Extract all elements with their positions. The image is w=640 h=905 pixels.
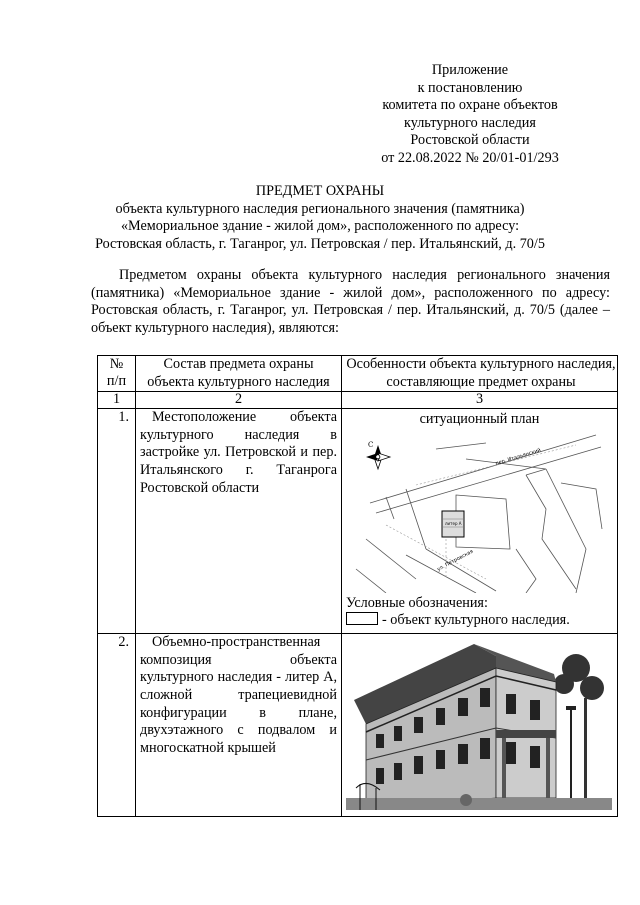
row-number: 2.: [98, 634, 136, 817]
appendix-line: Приложение: [431, 62, 509, 78]
title-line: «Мемориальное здание - жилой дом», расположенного по адресу:: [120, 218, 520, 235]
building-photo: [346, 638, 612, 810]
intro-paragraph: Предметом охраны объекта культурного наследия регионального значения (памятника) «Мемориальное здание - жилой дом», расположенного по адресу: Ростовская область, г. Таганрог, ул. Петровская / пер. Итальянский, д. 70/5 (далее – объект культурного наследия), являются:: [91, 267, 610, 336]
document-title: [0, 183, 640, 253]
situation-plan-cell: [342, 409, 618, 634]
column-number: 3: [342, 392, 618, 409]
header-composition: Состав предмета охраны объекта культурного наследия: [136, 356, 342, 392]
legend-item: - объект культурного наследия.: [346, 612, 613, 630]
row-description: Объемно-пространственная композиция объекта культурного наследия - литер А, сложной трапециевидной конфигурации в плане, двухэтажного с подвалом и многоскатной крышей: [136, 634, 342, 817]
column-number-row: [98, 392, 618, 409]
table-row: [98, 634, 618, 817]
street-label: ул. Петровская: [436, 548, 475, 573]
row-number: 1.: [98, 409, 136, 634]
legend-title: Условные обозначения:: [346, 594, 488, 611]
north-label: С: [368, 440, 374, 449]
building-photo-cell: [342, 634, 618, 817]
plan-title: ситуационный план: [419, 411, 540, 428]
object-label: литер А: [445, 520, 462, 526]
appendix-line: Ростовской области: [410, 132, 530, 149]
appendix-line: комитета по охране объектов: [382, 97, 558, 114]
street-label: пер. Итальянский: [494, 447, 542, 467]
title-line: объекта культурного наследия регионального значения (памятника): [115, 200, 525, 217]
appendix-line: от 22.08.2022 № 20/01-01/293: [381, 149, 559, 166]
legend-box-icon: [346, 612, 378, 625]
appendix-line: культурного наследия: [404, 114, 536, 131]
title-line: Ростовская область, г. Таганрог, ул. Петровская / пер. Итальянский, д. 70/5: [95, 235, 545, 252]
header-num: № п/п: [98, 356, 136, 392]
appendix-block: [340, 62, 600, 168]
table-row: [98, 409, 618, 634]
title-heading: ПРЕДМЕТ ОХРАНЫ: [255, 183, 385, 199]
column-number: 1: [98, 392, 136, 409]
column-number: 2: [136, 392, 342, 409]
row-description: Местоположение объекта культурного наследия в застройке ул. Петровской и пер. Итальянского г. Таганрога Ростовской области: [136, 409, 342, 634]
north-arrow-icon: [366, 441, 390, 469]
situation-plan-map: [346, 429, 612, 593]
header-features: Особенности объекта культурного наследия, составляющие предмет охраны: [342, 356, 618, 392]
protection-table: [97, 355, 618, 817]
table-header-row: [98, 356, 618, 392]
appendix-line: к постановлению: [417, 79, 523, 96]
